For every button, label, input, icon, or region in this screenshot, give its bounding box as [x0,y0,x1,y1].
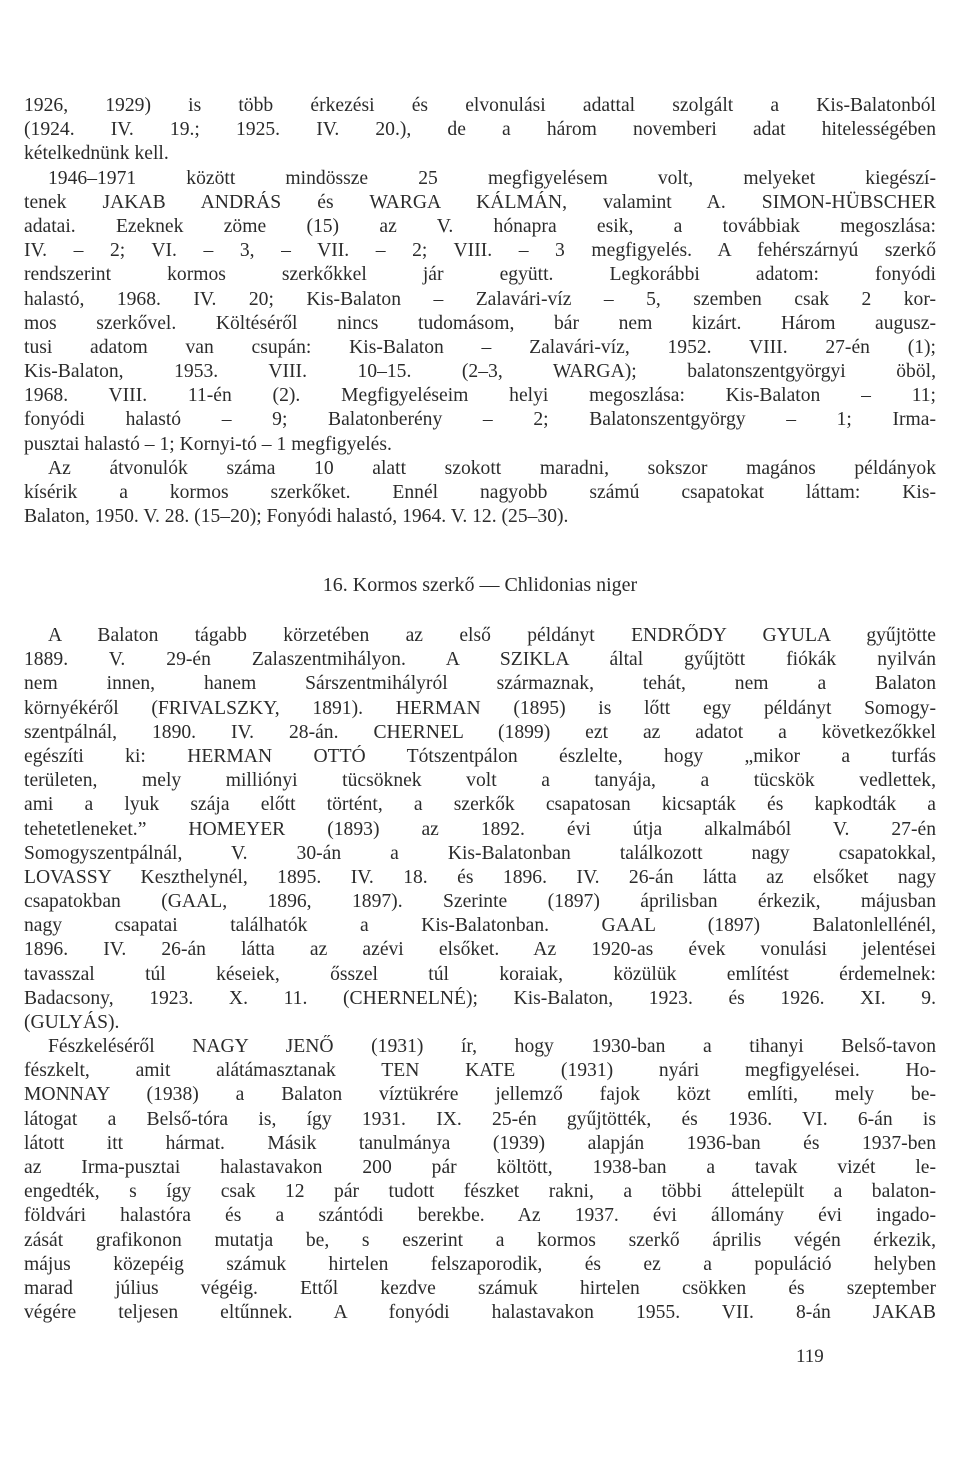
text-line: (GULYÁS). [24,1012,120,1033]
text-line: MONNAY (1938) a Balaton víztükrére jellemző fajok közt említi, mely be- [24,1084,936,1106]
text-line: végére teljesen eltűnnek. A fonyódi halastavakon 1955. VII. 8-án JAKAB [24,1302,936,1324]
text-line: halastó, 1968. IV. 20; Kis-Balaton – Zalavári-víz – 5, szemben csak 2 kor- [24,288,936,310]
paragraph-1 [24,94,936,167]
text-line: nem innen, hanem Sárszentmihályról származnak, tehát, nem a Balaton [24,673,936,695]
text-line: környékéről (FRIVALSZKY, 1891). HERMAN (1895) is lőtt egy példányt Somogy- [24,697,936,719]
text-line: 1946–1971 között mindössze 25 megfigyelésem volt, melyeket kiegészí- [48,167,936,189]
text-line: tenek JAKAB ANDRÁS és WARGA KÁLMÁN, valamint A. SIMON-HÜBSCHER [24,191,936,213]
paragraph-4 [24,624,936,1035]
page-number: 119 [796,1346,824,1367]
text-line: LOVASSY Keszthelynél, 1895. IV. 18. és 1896. IV. 26-án látta az elsőket nagy [24,866,936,888]
text-line: tehetetleneket.” HOMEYER (1893) az 1892. évi útja alkalmából V. 27-én [24,818,936,840]
text-line: látogat a Belső-tóra is, így 1931. IX. 25-én gyűjtötték, és 1936. VI. 6-án is [24,1108,936,1130]
text-line: kételkednünk kell. [24,143,169,165]
text-line: egészíti ki: HERMAN OTTÓ Tótszentpálon észlelte, hogy „mikor a turfás [24,745,936,767]
text-line: adatai. Ezeknek zöme (15) az V. hónapra esik, a továbbiak megoszlása: [24,215,936,237]
text-line: Kis-Balaton, 1953. VIII. 10–15. (2–3, WARGA); balatonszentgyörgyi öböl, [24,361,936,383]
text-line: nagy csapatai találhatók a Kis-Balatonban. GAAL (1897) Balatonlellénél, [24,915,936,937]
text-line: engedték, s így csak 12 pár tudott fészket rakni, a többi áttelepült a balaton- [24,1181,936,1203]
text-line: pusztai halastó – 1; Kornyi-tó – 1 megfigyelés. [24,433,392,455]
text-line: tavasszal túl késeiek, ősszel túl koraiak, közülük említést érdemelnek: [24,963,936,985]
text-line: Fészkeléséről NAGY JENŐ (1931) ír, hogy 1930-ban a tihanyi Belső-tavon [48,1036,936,1057]
text-line: Az átvonulók száma 10 alatt szokott maradni, sokszor magános példányok [48,458,936,479]
paragraph-2 [24,167,936,457]
text-line: zását grafikonon mutatja be, s eszerint a kormos szerkő április végén érkezik, [24,1229,936,1251]
text-line: látott itt hármat. Másik tanulmánya (1939) alapján 1936-ban és 1937-ben [24,1132,936,1154]
text-line: Balaton, 1950. V. 28. (15–20); Fonyódi halastó, 1964. V. 12. (25–30). [24,506,569,528]
text-line: (1924. IV. 19.; 1925. IV. 20.), de a három novemberi adat hitelességében [24,119,936,141]
text-line: ami a lyuk szája előtt történt, a szerkők csapatosan kicsapták és kapkodták a [24,794,936,816]
text-line: kísérik a kormos szerkőket. Ennél nagyobb számú csapatokat láttam: Kis- [24,482,936,504]
text-line: IV. – 2; VI. – 3, – VII. – 2; VIII. – 3 megfigyelés. A fehérszárnyú szerkő [24,240,936,262]
text-line: fonyódi halastó – 9; Balatonberény – 2; Balatonszentgyörgy – 1; Irma- [24,409,936,431]
text-line: rendszerint kormos szerkőkkel jár együtt. Legkorábbi adatom: fonyódi [24,264,936,286]
text-line: szentpálnál, 1890. IV. 28-án. CHERNEL (1899) ezt az adatot a következőkkel [24,721,936,743]
text-line: 1889. V. 29-én Zalaszentmihályon. A SZIKLA által gyűjtött fiókák nyilván [24,649,936,671]
section-heading: 16. Kormos szerkő — Chlidonias niger [322,574,638,596]
text-line: tusi adatom van csupán: Kis-Balaton – Zalavári-víz, 1952. VIII. 27-én (1); [24,336,936,358]
text-line: május közepéig számuk hirtelen felszaporodik, és ez a populáció helyben [24,1253,936,1275]
text-line: Badacsony, 1923. X. 11. (CHERNELNÉ); Kis-Balaton, 1923. és 1926. XI. 9. [24,987,936,1009]
text-line: csapatokban (GAAL, 1896, 1897). Szerinte (1897) áprilisban érkezik, májusban [24,891,936,913]
text-line: A Balaton tágabb körzetében az első példányt ENDRŐDY GYULA gyűjtötte [48,625,936,646]
text-line: földvári halastóra és a szántódi berekbe. Az 1937. évi állomány évi ingado- [24,1205,936,1227]
text-line: mos szerkővel. Költéséről nincs tudomásom, bár nem kizárt. Három augusz- [24,312,936,334]
text-line: fészkelt, amit alátámasztanak TEN KATE (1931) nyári megfigyelései. Ho- [24,1060,936,1082]
text-line: 1896. IV. 26-án látta az azévi elsőket. Az 1920-as évek vonulási jelentései [24,939,936,961]
text-line: 1968. VIII. 11-én (2). Megfigyeléseim helyi megoszlása: Kis-Balaton – 11; [24,385,936,407]
paragraph-5 [24,1035,936,1325]
text-line: Somogyszentpálnál, V. 30-án a Kis-Balatonban találkozott nagy csapatokkal, [24,842,936,864]
text-line: marad július végéig. Ettől kezdve számuk hirtelen csökken és szeptember [24,1277,936,1299]
text-line: az Irma-pusztai halastavakon 200 pár költött, 1938-ban a tavak vizét le- [24,1156,936,1178]
paragraph-3 [24,457,936,530]
text-line: 1926, 1929) is több érkezési és elvonulási adattal szolgált a Kis-Balatonból [24,95,936,116]
text-line: területen, mely milliónyi tücsöknek volt a tanyája, a tücskök vedlettek, [24,770,936,792]
